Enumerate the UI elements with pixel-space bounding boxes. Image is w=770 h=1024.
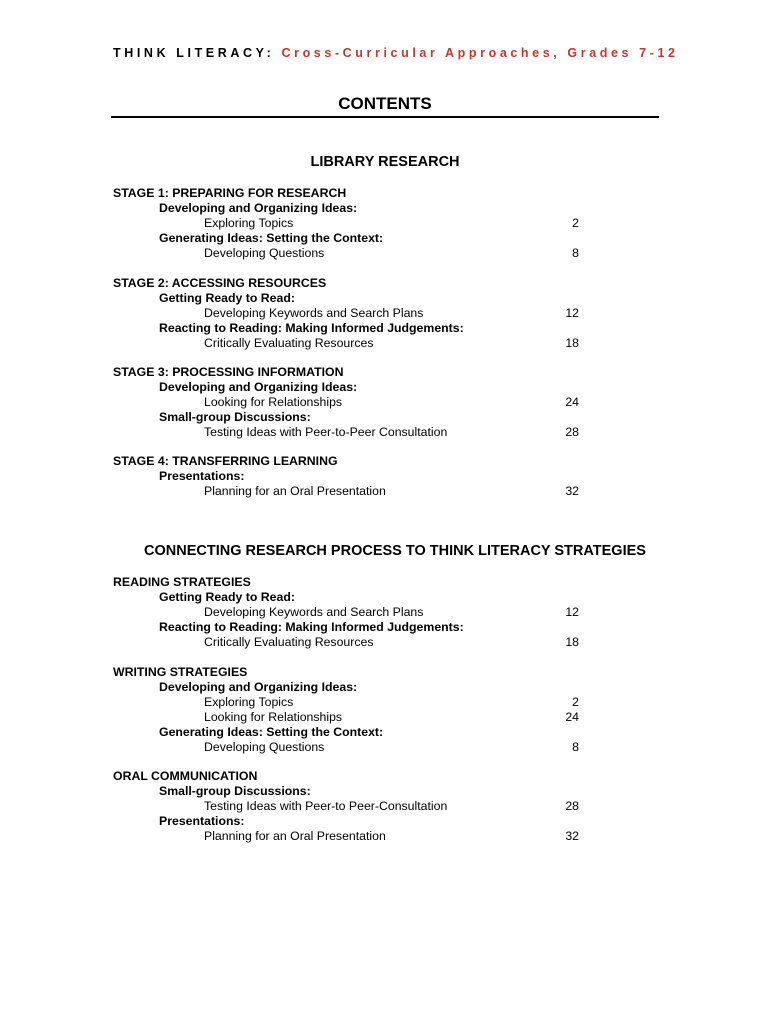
toc-page-number: 12	[565, 605, 579, 619]
toc-subheading: Developing and Organizing Ideas:	[159, 680, 358, 694]
toc-entry-label: Planning for an Oral Presentation	[204, 484, 386, 498]
toc-subheading: Developing and Organizing Ideas:	[159, 380, 358, 394]
toc-entry-label: Developing Questions	[204, 246, 325, 260]
toc-entry[interactable]	[113, 695, 583, 710]
toc-subheading: Generating Ideas: Setting the Context:	[159, 725, 384, 739]
toc-entry-label: Looking for Relationships	[204, 710, 343, 724]
toc-entry-label: Testing Ideas with Peer-to-Peer Consultation	[204, 425, 448, 439]
toc-subheading: Reacting to Reading: Making Informed Judgements:	[159, 321, 464, 335]
toc-page-number: 12	[565, 306, 579, 320]
toc-entry-label: Testing Ideas with Peer-to Peer-Consultation	[204, 799, 448, 813]
header-subtitle: Cross-Curricular Approaches, Grades 7-12	[281, 46, 679, 60]
toc-stage-block	[113, 665, 583, 755]
toc-subheading: Small-group Discussions:	[159, 410, 311, 424]
toc-page-number: 32	[565, 829, 579, 843]
toc-stage-title: ORAL COMMUNICATION	[113, 769, 258, 783]
toc-entry[interactable]	[113, 710, 583, 725]
toc-stage-title: STAGE 1: PREPARING FOR RESEARCH	[113, 186, 347, 200]
toc-page-number: 2	[572, 216, 579, 230]
toc-entry-label: Developing Keywords and Search Plans	[204, 605, 424, 619]
toc-entry[interactable]	[113, 306, 583, 321]
toc-stage-block	[113, 454, 583, 499]
toc-entry-label: Critically Evaluating Resources	[204, 635, 374, 649]
toc-subheading: Generating Ideas: Setting the Context:	[159, 231, 384, 245]
toc-entry-label: Developing Keywords and Search Plans	[204, 306, 424, 320]
toc-stage-block	[113, 575, 583, 650]
toc-page-number: 32	[565, 484, 579, 498]
toc-stage-block	[113, 186, 583, 261]
toc-stage-block	[113, 365, 583, 440]
toc-page-number: 8	[572, 246, 579, 260]
toc-subheading: Getting Ready to Read:	[159, 590, 295, 604]
toc-page-number: 24	[565, 395, 579, 409]
toc-page-number: 18	[565, 336, 579, 350]
toc-stage-title: STAGE 3: PROCESSING INFORMATION	[113, 365, 344, 379]
toc-stage-title: STAGE 2: ACCESSING RESOURCES	[113, 276, 327, 290]
toc-entry-label: Exploring Topics	[204, 216, 294, 230]
title-divider	[111, 116, 659, 118]
toc-entry[interactable]	[113, 216, 583, 231]
toc-subheading: Small-group Discussions:	[159, 784, 311, 798]
toc-subheading: Presentations:	[159, 814, 245, 828]
toc-page-number: 18	[565, 635, 579, 649]
toc-stage-block	[113, 276, 583, 351]
toc-page-number: 8	[572, 740, 579, 754]
toc-stage-title: READING STRATEGIES	[113, 575, 251, 589]
toc-page-number: 28	[565, 425, 579, 439]
toc-page-number: 28	[565, 799, 579, 813]
toc-entry[interactable]	[113, 484, 583, 499]
toc-subheading: Reacting to Reading: Making Informed Judgements:	[159, 620, 464, 634]
toc-entry[interactable]	[113, 605, 583, 620]
toc-entry[interactable]	[113, 635, 583, 650]
toc-entry-label: Planning for an Oral Presentation	[204, 829, 386, 843]
toc-subheading: Getting Ready to Read:	[159, 291, 295, 305]
toc-stage-title: STAGE 4: TRANSFERRING LEARNING	[113, 454, 338, 468]
connecting-strategies-title: CONNECTING RESEARCH PROCESS TO THINK LITERACY STRATEGIES	[144, 543, 646, 559]
toc-entry[interactable]	[113, 425, 583, 440]
toc-entry[interactable]	[113, 395, 583, 410]
toc-subheading: Presentations:	[159, 469, 245, 483]
toc-entry-label: Developing Questions	[204, 740, 325, 754]
toc-entry-label: Exploring Topics	[204, 695, 294, 709]
toc-entry-label: Critically Evaluating Resources	[204, 336, 374, 350]
toc-entry[interactable]	[113, 829, 583, 844]
running-header	[113, 46, 679, 60]
header-brand: THINK LITERACY:	[113, 46, 282, 60]
toc-entry-label: Looking for Relationships	[204, 395, 343, 409]
library-research-title: LIBRARY RESEARCH	[310, 154, 460, 170]
toc-subheading: Developing and Organizing Ideas:	[159, 201, 358, 215]
toc-entry[interactable]	[113, 246, 583, 261]
toc-page-number: 24	[565, 710, 579, 724]
toc-stage-title: WRITING STRATEGIES	[113, 665, 248, 679]
toc-stage-block	[113, 769, 583, 844]
toc-entry[interactable]	[113, 740, 583, 755]
toc-entry[interactable]	[113, 799, 583, 814]
toc-page-number: 2	[572, 695, 579, 709]
contents-title: CONTENTS	[338, 94, 432, 113]
toc-entry[interactable]	[113, 336, 583, 351]
